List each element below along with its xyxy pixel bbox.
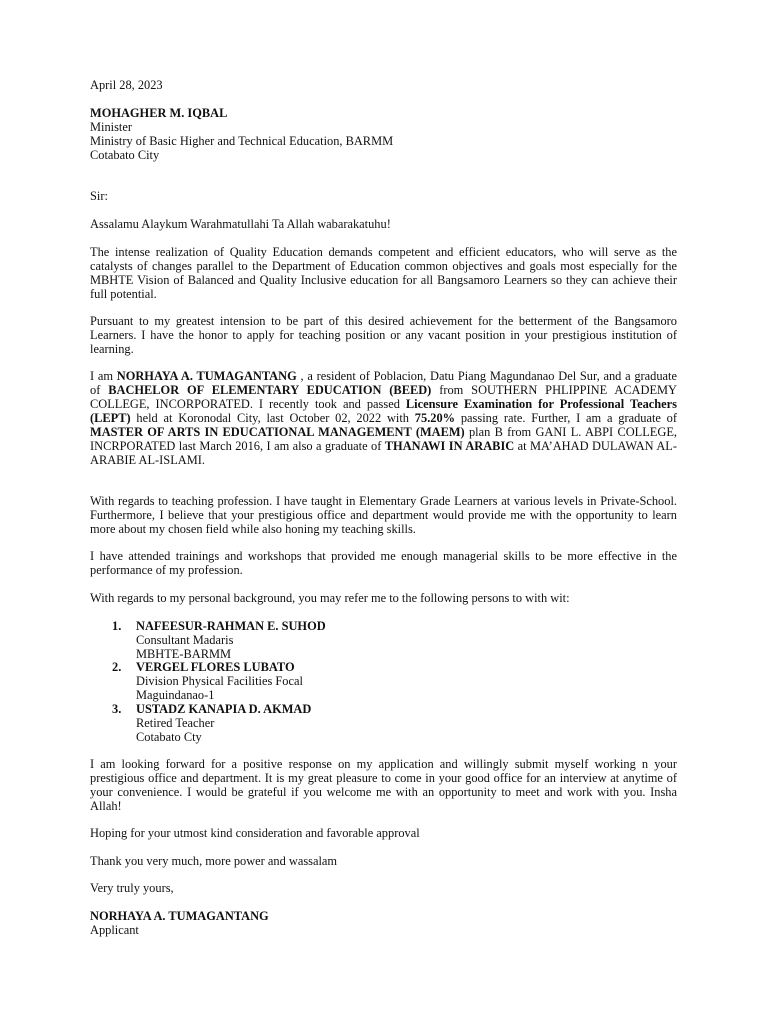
reference-office: MBHTE-BARMM	[136, 647, 232, 661]
paragraph-trainings: I have attended trainings and workshops that provided me enough managerial skills to be more effective in the performance of my profession.	[90, 549, 677, 577]
degree-maem: MASTER OF ARTS IN EDUCATIONAL MANAGEMENT (MAEM)	[90, 425, 465, 439]
recipient-city: Cotabato City	[90, 148, 160, 162]
passing-rate: 75.20%	[414, 411, 456, 425]
paragraph-teaching: With regards to teaching profession. I have taught in Elementary Grade Learners at various levels in Private-School. Furthermore, I believe that your prestigious office and department would provide me with the opportunity to learn more about my chosen field while also honing my teaching skills.	[90, 494, 677, 536]
paragraph-references-intro: With regards to my personal background, you may refer me to the following persons to with wit:	[90, 591, 570, 605]
paragraph-request: I am looking forward for a positive response on my application and willingly submit myself working n your prestigious office and department. It is my great pleasure to come in your good office for an interview at anytime of your convenience. I would be grateful if you welcome me with an opportunity to meet and work with you. Insha Allah!	[90, 757, 677, 813]
applicant-name-bold: NORHAYA A. TUMAGANTANG	[116, 369, 297, 383]
letter-date: April 28, 2023	[90, 78, 163, 92]
reference-office: Cotabato Cty	[136, 730, 202, 744]
paragraph-intro: The intense realization of Quality Education demands competent and efficient educators, who will serve as the catalysts of changes parallel to the Department of Education common objectives and goals most especially for the MBHTE Vision of Balanced and Quality Inclusive education for all Bangsamoro Learners so they can achieve their full potential.	[90, 245, 677, 301]
qual-text: from SOUTHERN PHLIPPINE ACADEMY COLLEGE, INCORPORATED. I recently took and passed	[90, 383, 677, 411]
degree-beed: BACHELOR OF ELEMENTARY EDUCATION (BEED)	[108, 383, 432, 397]
recipient-block	[90, 106, 677, 162]
signature-name: NORHAYA A. TUMAGANTANG	[90, 909, 269, 923]
reference-name: USTADZ KANAPIA D. AKMAD	[136, 702, 312, 716]
qual-text: passing rate. Further, I am a graduate of	[455, 411, 678, 425]
paragraph-purpose: Pursuant to my greatest intension to be part of this desired achievement for the betterment of the Bangsamoro Learners. I have the honor to apply for teaching position or any vacant position in your prestigious institution of learning.	[90, 314, 677, 356]
recipient-office: Ministry of Basic Higher and Technical Education, BARMM	[90, 134, 394, 148]
reference-number: 3.	[112, 702, 122, 716]
qual-text: held at Koronodal City, last October 02, 2022 with	[130, 411, 415, 425]
signature-title: Applicant	[90, 923, 139, 937]
recipient-name: MOHAGHER M. IQBAL	[90, 106, 228, 120]
reference-number: 1.	[112, 619, 122, 633]
reference-office: Maguindanao-1	[136, 688, 215, 702]
qual-text: I am	[90, 369, 117, 383]
degree-thanawi: THANAWI IN ARABIC	[384, 439, 515, 453]
paragraph-qualifications	[90, 369, 677, 467]
recipient-title: Minister	[90, 120, 132, 134]
reference-position: Consultant Madaris	[136, 633, 234, 647]
paragraph-consideration: Hoping for your utmost kind consideration and favorable approval	[90, 826, 420, 840]
reference-position: Division Physical Facilities Focal	[136, 674, 303, 688]
greeting: Assalamu Alaykum Warahmatullahi Ta Allah wabarakatuhu!	[90, 217, 391, 231]
reference-name: NAFEESUR-RAHMAN E. SUHOD	[136, 619, 326, 633]
reference-position: Retired Teacher	[136, 716, 215, 730]
paragraph-thanks: Thank you very much, more power and wassalam	[90, 854, 338, 868]
qual-text: at MA’AHAD DULAWAN AL-ARABIE AL-ISLAMI.	[90, 439, 677, 467]
qual-text: plan B from GANI L. ABPI COLLEGE, INCRPORATED last March 2016, I am also a graduate of	[90, 425, 677, 453]
signature-block	[90, 909, 677, 937]
closing: Very truly yours,	[90, 881, 174, 895]
reference-number: 2.	[112, 660, 122, 674]
reference-name: VERGEL FLORES LUBATO	[136, 660, 295, 674]
salutation: Sir:	[90, 189, 108, 203]
exam-lept: Licensure Examination for Professional Teachers (LEPT)	[90, 397, 677, 425]
qual-text: , a resident of Poblacion, Datu Piang Magundanao Del Sur, and a graduate of	[90, 369, 677, 397]
